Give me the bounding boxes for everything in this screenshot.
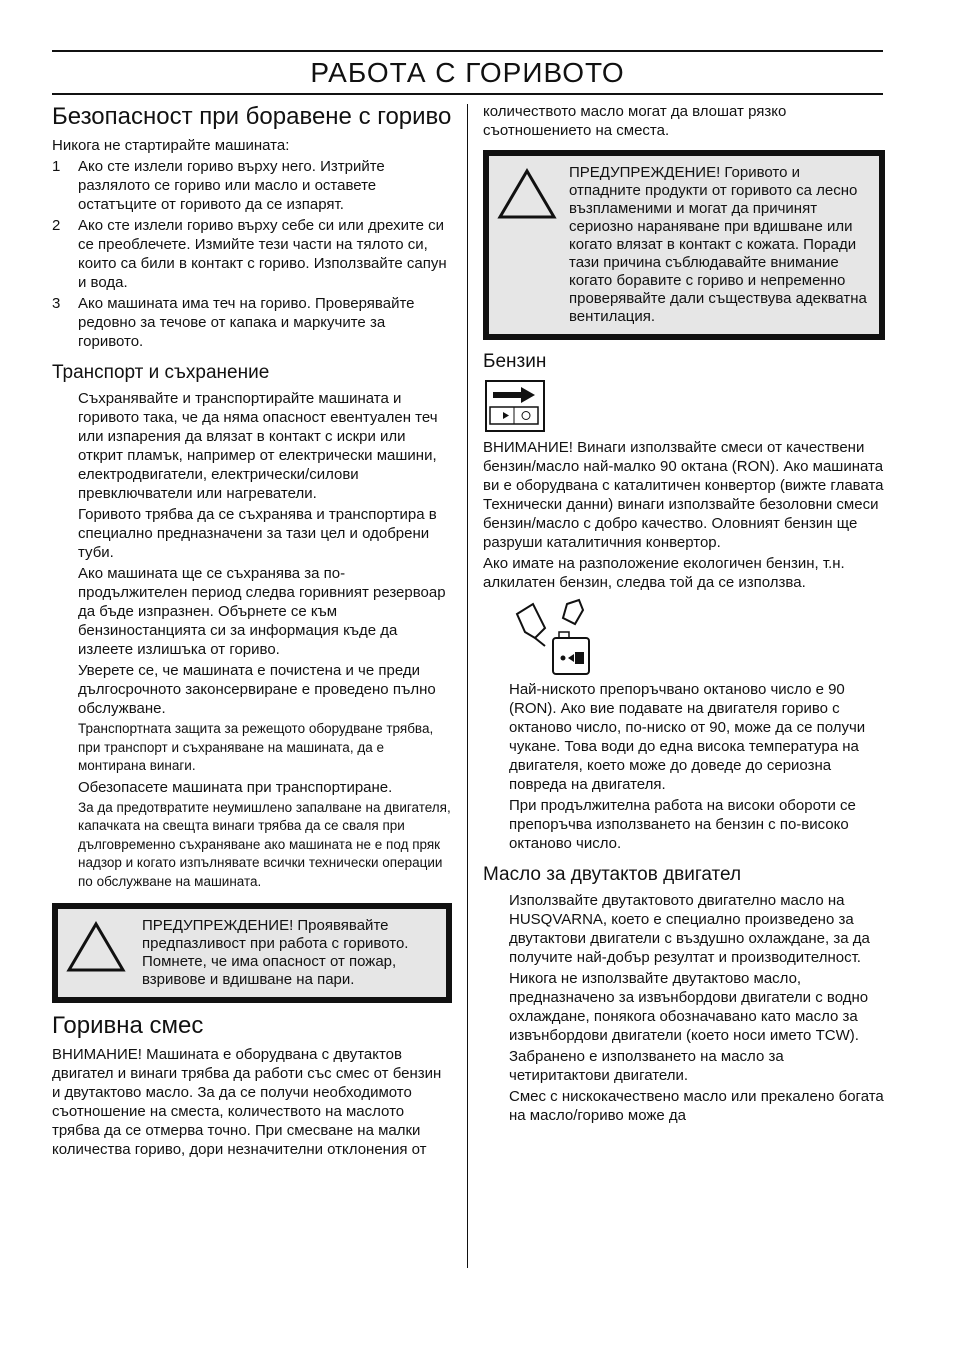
list-item [52, 157, 452, 214]
warning-triangle-icon [497, 168, 557, 220]
section-heading-safety: Безопасност при боравене с гориво [52, 103, 452, 130]
section-heading-petrol: Бензин [483, 351, 547, 372]
list-number: 3 [52, 295, 61, 312]
transport-paragraph: Транспортната защита за режещото оборудване трябва, при транспорт и съхраняване на машината, да е монтирана винаги. [78, 721, 434, 773]
transport-paragraph: Обезопасете машината при транспортиране. [78, 778, 393, 796]
warning-box-fire [52, 903, 452, 1003]
safety-list [52, 157, 452, 351]
list-text: Ако сте излели гориво върху него. Изтрийте разлялото се гориво или масло и оставете остатъците от горивото да се изпарят. [78, 158, 385, 213]
safety-intro: Никога не стартирайте машината: [52, 137, 290, 154]
transport-paragraph: Уверете се, че машината е почистена и че преди дългосрочното законсервиране е проведено пълно обслужване. [78, 662, 436, 717]
petrol-paragraph: ВНИМАНИЕ! Винаги използвайте смеси от качествени бензин/масло най-малко 90 октана (RON). Ако машината ви е оборудвана с каталитичен конвертор (вижте главата Технически данни) винаги използвайте безоловни смеси бензин/масло с добро качество. Оловният бензин ще разруши каталитичния конвертор. [483, 439, 884, 551]
warning-text: ПРЕДУПРЕЖДЕНИЕ! Горивото и отпадните продукти от горивото са лесно възпламеними и могат да причинят сериозно нараняване при вдишване или когато влязат в контакт с кожата. Поради тази причина съблюдавайте внимание когато боравите с гориво и непременно проверявайте дали съществува адекватна вентилация. [569, 164, 867, 325]
column-divider [467, 104, 468, 1268]
page-title: РАБОТА С ГОРИВОТО [310, 57, 625, 88]
list-item [52, 294, 452, 351]
transport-paragraph: Ако машината ще се съхранява за по-продължителен период следва горивният резервоар да бъде изпразнен. Обърнете се към бензиностанцията си за информация къде да излеете излишъка от гориво. [78, 565, 446, 658]
oil-paragraph: Използвайте двутактовото двигателно масло на HUSQVARNA, което е специално произведено за двутактови двигатели с въздушно охлаждане, за да получите най-добър резултат и производителност. [509, 892, 870, 966]
top-rule [52, 50, 883, 52]
petrol-paragraph: При продължителна работа на високи обороти се препоръчва използването на бензин с по-високо октаново число. [509, 797, 856, 852]
section-heading-oil: Масло за двутактов двигател [483, 864, 742, 885]
mix-continuation: количеството масло могат да влошат рязко съотношението на сместа. [483, 103, 787, 139]
list-item [52, 216, 452, 292]
oil-paragraph: Никога не използвайте двутактово масло, предназначено за извънбордови двигатели с водно охлаждане, понякога обозначавано като масло за извънбордови двигатели (което носи името TCW). [509, 970, 869, 1044]
mix-paragraph: ВНИМАНИЕ! Машината е оборудвана с двутактов двигател и винаги трябва да работи със смес от бензин и двутактово масло. За да се получи необходимото съотношение на сместа, количеството на маслото трябва да се отмерва точно. При смесване на малки количества гориво, дори незначителни отклонения от [52, 1046, 442, 1158]
list-number: 1 [52, 158, 61, 175]
warning-triangle-icon [66, 921, 126, 973]
oil-paragraph: Смес с нискокачествено масло или прекалено богата на масло/гориво може да [509, 1088, 884, 1124]
transport-paragraph: Съхранявайте и транспортирайте машината и горивото така, че да няма опасност евентуален теч или изпарения да влязат в контакт с искри или открит пламък, например от електрически машини, електродвигатели, електрически/силови превключватели или нагреватели. [78, 390, 438, 502]
section-heading-transport: Транспорт и съхранение [52, 362, 270, 383]
section-heading-mix: Горивна смес [52, 1012, 204, 1039]
fuel-pump-symbol-icon [485, 380, 545, 432]
warning-text: ПРЕДУПРЕЖДЕНИЕ! Проявявайте предпазливост при работа с горивото. Помнете, че има опасност от пожар, взривове и вдишване на пари. [142, 917, 409, 988]
transport-paragraph: За да предотвратите неумишлено запалване на двигателя, капачката на свещта винаги трябва да се сваля при дълговременно съхраняване ако машината не е под пряк надзор и когато изпълнявате всички технически операции по обслужване на машината. [78, 799, 451, 889]
left-column [52, 102, 452, 1161]
list-text: Ако сте излели гориво върху себе си или дрехите си се преоблечете. Измийте тези части на тялото си, които са били в контакт с горивo. Използвайте сапун и вода. [78, 217, 447, 291]
transport-paragraph: Горивото трябва да се съхранява и транспортира в специално предназначени за тази цел и одобрени туби. [78, 506, 437, 561]
list-number: 2 [52, 217, 61, 234]
list-text: Ако машината има теч на гориво. Проверявайте редовно за течове от капака и маркучите за горивото. [78, 295, 415, 350]
title-rule [52, 93, 883, 95]
oil-paragraph: Забранено е използването на масло за четиритактови двигатели. [509, 1048, 784, 1084]
right-column [483, 102, 885, 1127]
petrol-paragraph: Ако имате на разположение екологичен бензин, т.н. алкилатен бензин, следва той да се използва. [483, 555, 845, 591]
petrol-paragraph: Най-ниското препоръчвано октаново число е 90 (RON). Ако вие подавате на двигателя гориво с октаново число, по-ниско от 90, може да се получи чукане. Това води до една висока температура на двигателя, което може до доведе до сериозна повреда на двигателя. [509, 681, 866, 793]
warning-box-fumes [483, 150, 885, 340]
fuel-mixing-icon [513, 598, 593, 678]
